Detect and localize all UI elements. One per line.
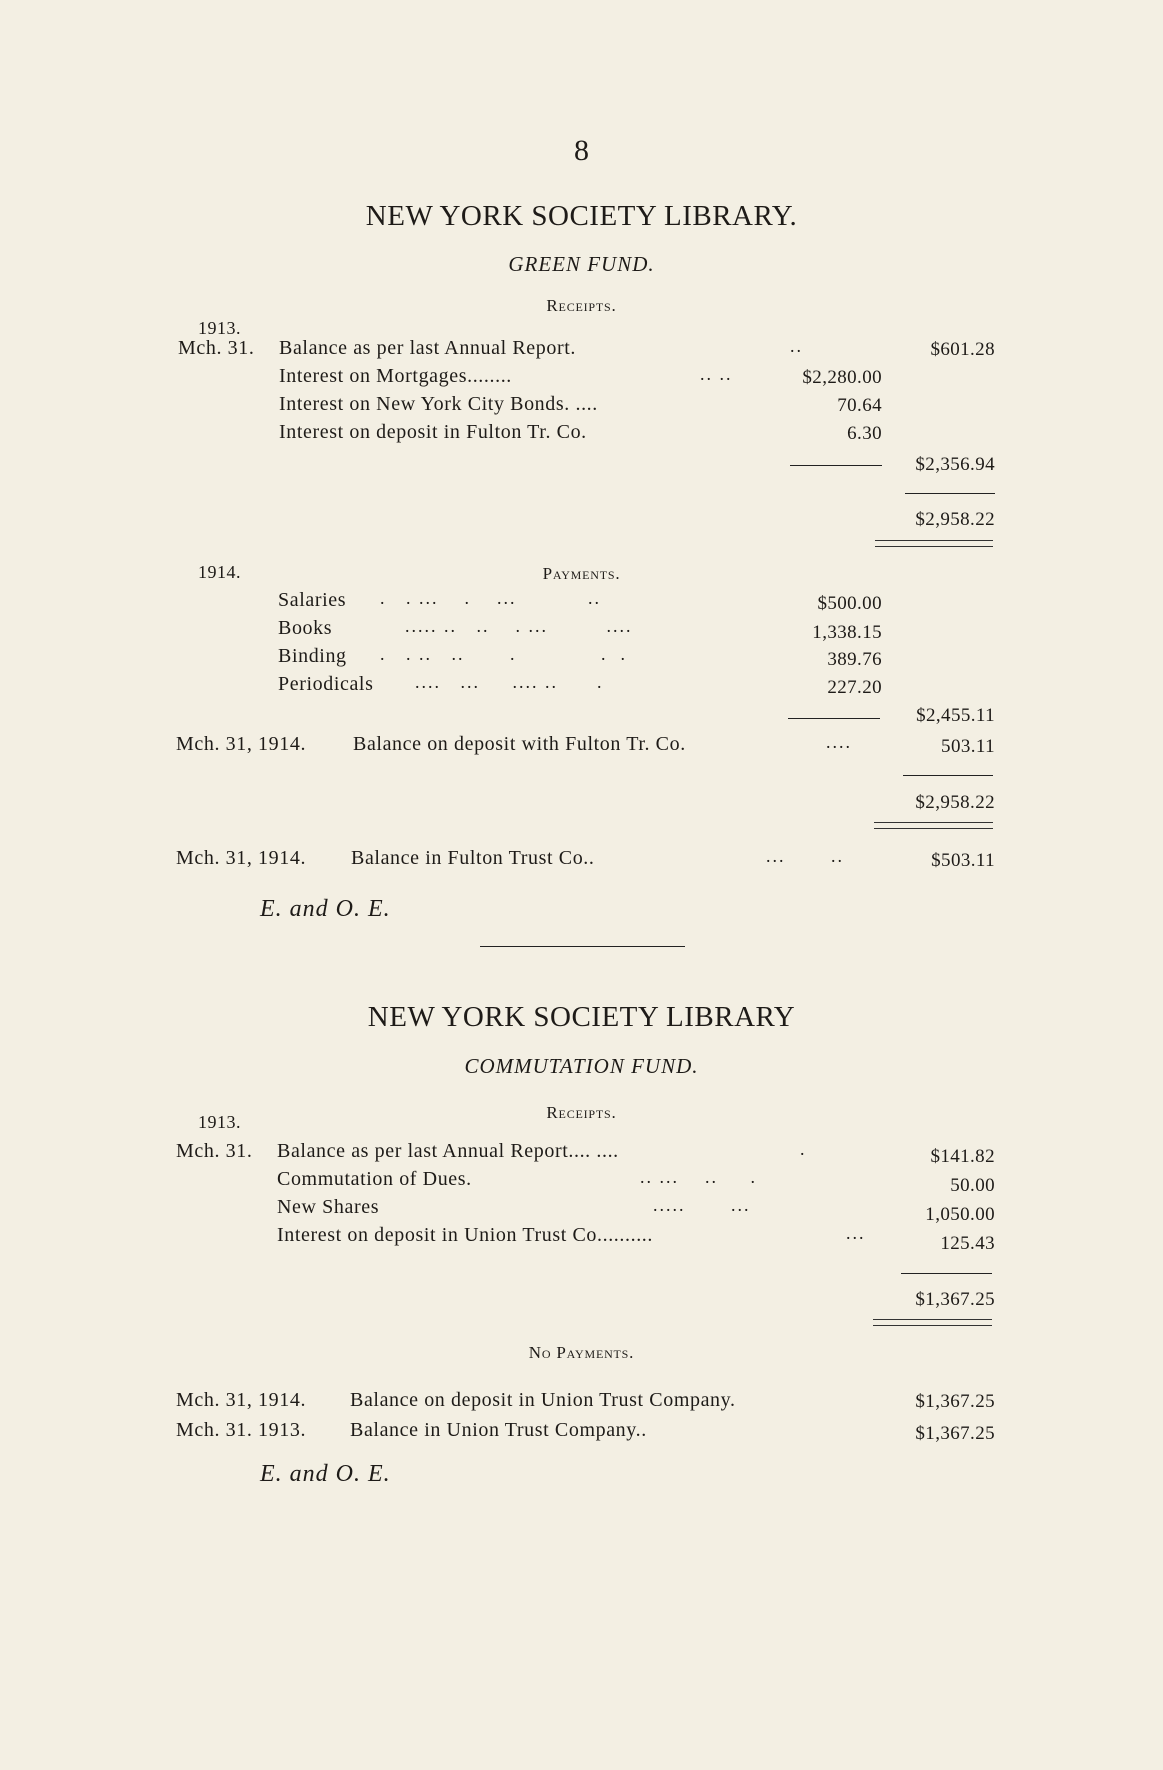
receipt-label: Balance as per last Annual Report.... .... (277, 1140, 619, 1162)
total-rule (901, 1273, 992, 1274)
errors-omissions-note: E. and O. E. (260, 1461, 391, 1487)
receipt-amount: 1,050.00 (925, 1204, 995, 1225)
payments-year: 1914. (198, 562, 241, 582)
fund-name: COMMUTATION FUND. (464, 1054, 699, 1078)
double-rule (875, 540, 993, 547)
receipt-amount: 50.00 (950, 1175, 995, 1196)
receipts-grand-total: $2,958.22 (915, 509, 995, 530)
total-rule (903, 775, 993, 776)
balance-amount: $1,367.25 (915, 1391, 995, 1412)
balance-label: Balance in Union Trust Company.. (350, 1419, 647, 1441)
receipt-label: Interest on Mortgages........ (279, 365, 512, 387)
payment-label: Periodicals (278, 673, 374, 695)
receipt-label: Balance as per last Annual Report. (279, 337, 576, 359)
receipts-total: $1,367.25 (915, 1289, 995, 1310)
receipt-amount: $141.82 (930, 1146, 995, 1167)
receipt-label: New Shares (277, 1196, 380, 1218)
payments-grand-total: $2,958.22 (915, 792, 995, 813)
no-payments-heading: No Payments. (528, 1343, 635, 1362)
dot-leader: .. ... .. . (640, 1167, 757, 1187)
receipt-label: Interest on New York City Bonds. .... (279, 393, 598, 415)
balance-amount: $1,367.25 (915, 1423, 995, 1444)
receipts-heading: Receipts. (546, 296, 617, 315)
receipts-year: 1913. (198, 318, 241, 338)
closing-date: Mch. 31, 1914. (176, 847, 307, 869)
receipt-amount: 70.64 (837, 395, 882, 416)
library-title: NEW YORK SOCIETY LIBRARY. (365, 200, 798, 232)
payment-label: Books (278, 617, 333, 639)
receipts-date: Mch. 31. (178, 337, 255, 359)
payment-amount: 1,338.15 (812, 622, 882, 643)
receipt-total-amount: $601.28 (930, 339, 995, 360)
double-rule (874, 822, 993, 829)
dot-leader: .. .. (700, 364, 733, 384)
payments-heading: Payments. (542, 564, 621, 583)
dot-leader: ... (846, 1223, 866, 1243)
dot-leader: ..... ... (653, 1195, 751, 1215)
receipt-amount: 125.43 (940, 1233, 995, 1254)
dot-leader: .... ... .... .. . (415, 672, 604, 692)
balance-date: Mch. 31, 1914. (176, 733, 307, 755)
dot-leader: ... .. (766, 846, 844, 866)
receipt-amount: $2,280.00 (802, 367, 882, 388)
payment-label: Salaries (278, 589, 347, 611)
payments-subtotal: $2,455.11 (916, 705, 995, 726)
payment-amount: 227.20 (827, 677, 882, 698)
balance-date: Mch. 31, 1914. (176, 1389, 307, 1411)
balance-amount: 503.11 (941, 736, 995, 757)
dot-leader: . (800, 1139, 807, 1159)
receipt-label: Commutation of Dues. (277, 1168, 472, 1190)
receipts-heading: Receipts. (546, 1103, 617, 1122)
receipts-subtotal: $2,356.94 (915, 454, 995, 475)
receipt-label: Interest on deposit in Fulton Tr. Co. (279, 421, 587, 443)
dot-leader: . . .. .. . . . (380, 644, 627, 664)
dot-leader: .. (790, 336, 803, 356)
receipt-label: Interest on deposit in Union Trust Co.......... (277, 1224, 653, 1246)
library-title: NEW YORK SOCIETY LIBRARY (367, 1001, 796, 1033)
balance-label: Balance on deposit in Union Trust Company. (350, 1389, 736, 1411)
receipts-year: 1913. (198, 1112, 241, 1132)
payment-amount: 389.76 (827, 649, 882, 670)
payment-label: Binding (278, 645, 347, 667)
page-number: 8 (574, 134, 589, 167)
balance-label: Balance on deposit with Fulton Tr. Co. (353, 733, 686, 755)
payment-amount: $500.00 (817, 593, 882, 614)
receipts-date: Mch. 31. (176, 1140, 253, 1162)
section-divider (480, 946, 685, 947)
dot-leader: . . ... . ... .. (380, 588, 601, 608)
dot-leader: .... (826, 732, 852, 752)
balance-date: Mch. 31. 1913. (176, 1419, 307, 1441)
closing-amount: $503.11 (931, 850, 995, 871)
closing-label: Balance in Fulton Trust Co.. (351, 847, 595, 869)
errors-omissions-note: E. and O. E. (260, 896, 391, 922)
fund-name: GREEN FUND. (508, 252, 655, 276)
double-rule (873, 1319, 992, 1326)
total-rule (905, 493, 995, 494)
receipt-amount: 6.30 (847, 423, 882, 444)
dot-leader: ..... .. .. . ... .... (405, 616, 633, 636)
